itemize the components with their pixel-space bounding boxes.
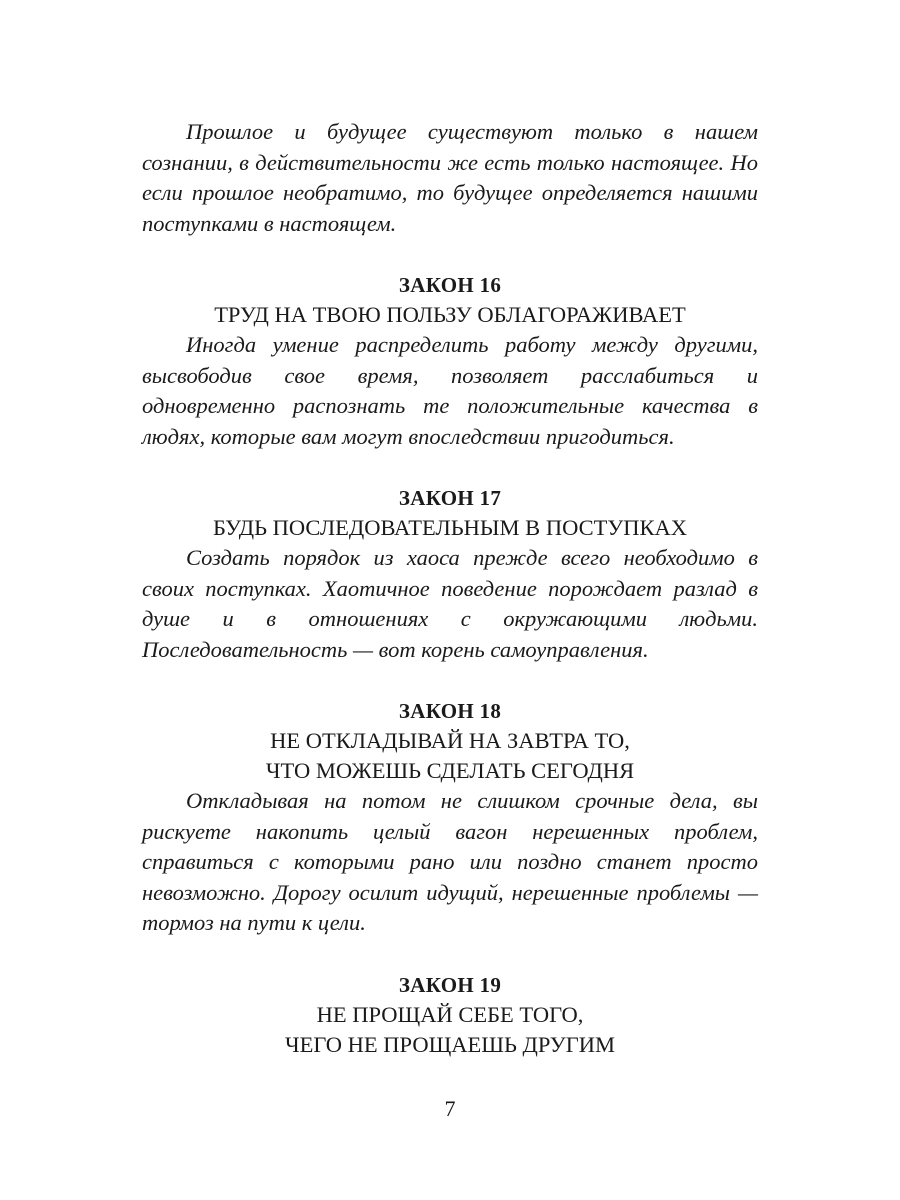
intro-paragraph: Прошлое и будущее существуют только в нашем сознании, в действительности же есть только настоящее. Но если прошлое необратимо, то будущее определяется нашими поступками в настоящем. [142,119,758,236]
law-18-title [142,726,758,786]
law-19-section [142,970,758,1060]
section-gap [142,239,758,270]
law-19-number: ЗАКОН 19 [398,972,502,997]
law-18-text: Откладывая на потом не слишком срочные дела, вы рискуете накопить целый вагон нерешенных проблем, справиться с которыми рано или поздно станет просто невозможно. Дорогу осилит идущий, нерешенные проблемы — тормоз на пути к цели. [142,788,758,935]
page-number: 7 [444,1096,456,1121]
law-16-title [142,300,758,330]
law-19-title [142,1000,758,1060]
law-19-title-line-2: ЧЕГО НЕ ПРОЩАЕШЬ ДРУГИМ [284,1031,616,1057]
law-16-text: Иногда умение распределить работу между другими, высвободив свое время, позволяет расслабиться и одновременно распознать те положительные качества в людях, которые вам могут впоследствии пригодиться. [142,332,758,449]
law-16-title-line: ТРУД НА ТВОЮ ПОЛЬЗУ ОБЛАГОРАЖИВАЕТ [214,302,686,327]
section-gap [142,665,758,696]
law-18-section [142,696,758,939]
law-17-title [142,513,758,543]
law-18-number: ЗАКОН 18 [398,699,502,723]
law-17-text: Создать порядок из хаоса прежде всего необходимо в своих поступках. Хаотичное поведение порождает разлад в душе и в отношениях с окружающими людьми. Последовательность — вот корень самоуправления. [142,545,758,662]
law-19-title-line-1: НЕ ПРОЩАЙ СЕБЕ ТОГО, [316,1001,584,1027]
page-content [142,117,758,1060]
law-16-number: ЗАКОН 16 [398,273,502,297]
law-17-section [142,483,758,665]
law-16-section [142,270,758,452]
law-17-number: ЗАКОН 17 [398,486,502,510]
section-gap [142,452,758,483]
law-18-title-line-2: ЧТО МОЖЕШЬ СДЕЛАТЬ СЕГОДНЯ [265,758,635,783]
law-18-title-line-1: НЕ ОТКЛАДЫВАЙ НА ЗАВТРА ТО, [270,728,630,753]
law-17-title-line: БУДЬ ПОСЛЕДОВАТЕЛЬНЫМ В ПОСТУПКАХ [212,515,688,540]
section-gap [142,939,758,970]
